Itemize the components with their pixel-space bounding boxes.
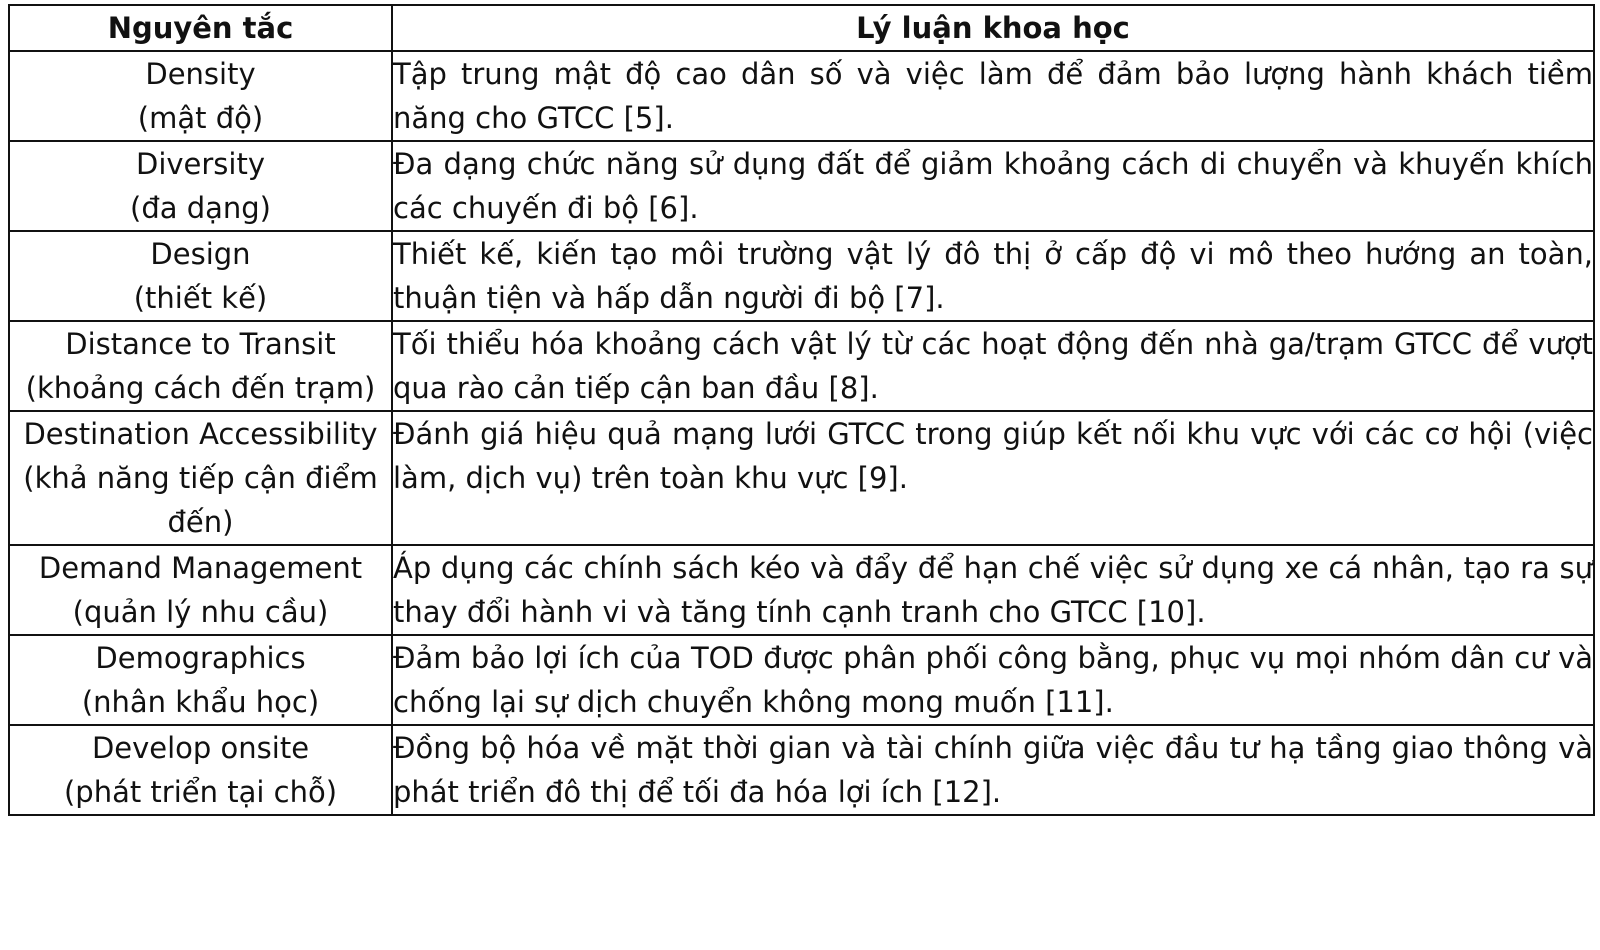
description-cell: Đảm bảo lợi ích của TOD được phân phối công bằng, phục vụ mọi nhóm dân cư và chống lại sự dịch chuyển không mong muốn [11]. xyxy=(392,635,1594,725)
principle-name-vi: (khả năng tiếp cận điểm đến) xyxy=(23,461,378,539)
header-scientific-rationale: Lý luận khoa học xyxy=(392,5,1594,51)
principle-name-vi: (thiết kế) xyxy=(133,281,268,315)
principle-name-vi: (đa dạng) xyxy=(130,191,271,225)
table-row xyxy=(9,725,1594,815)
table-row xyxy=(9,635,1594,725)
principle-name: Distance to Transit xyxy=(65,327,336,361)
description-cell: Thiết kế, kiến tạo môi trường vật lý đô thị ở cấp độ vi mô theo hướng an toàn, thuận tiện và hấp dẫn người đi bộ [7]. xyxy=(392,231,1594,321)
principle-name: Demand Management xyxy=(38,551,363,585)
description-cell: Đồng bộ hóa về mặt thời gian và tài chính giữa việc đầu tư hạ tầng giao thông và phát triển đô thị để tối đa hóa lợi ích [12]. xyxy=(392,725,1594,815)
principle-name: Diversity xyxy=(135,147,265,181)
principle-cell xyxy=(9,725,392,815)
table-row xyxy=(9,411,1594,545)
table-row xyxy=(9,141,1594,231)
principle-cell xyxy=(9,141,392,231)
principle-name-vi: (quản lý nhu cầu) xyxy=(72,595,329,629)
principle-name: Density xyxy=(145,57,256,91)
principle-name-vi: (nhân khẩu học) xyxy=(81,685,320,719)
principle-name: Demographics xyxy=(95,641,306,675)
principle-name: Design xyxy=(150,237,251,271)
header-principle: Nguyên tắc xyxy=(9,5,392,51)
principle-name-vi: (khoảng cách đến trạm) xyxy=(25,371,376,405)
principle-cell xyxy=(9,51,392,141)
principle-cell xyxy=(9,545,392,635)
principle-name-vi: (mật độ) xyxy=(137,101,264,135)
principle-cell xyxy=(9,321,392,411)
description-cell: Áp dụng các chính sách kéo và đẩy để hạn chế việc sử dụng xe cá nhân, tạo ra sự thay đổi hành vi và tăng tính cạnh tranh cho GTCC [10]. xyxy=(392,545,1594,635)
principle-cell xyxy=(9,231,392,321)
table-row xyxy=(9,231,1594,321)
table-row xyxy=(9,51,1594,141)
principle-cell xyxy=(9,411,392,545)
principles-table xyxy=(8,4,1595,816)
table-row xyxy=(9,321,1594,411)
table-row xyxy=(9,545,1594,635)
description-cell: Đa dạng chức năng sử dụng đất để giảm khoảng cách di chuyển và khuyến khích các chuyến đi bộ [6]. xyxy=(392,141,1594,231)
description-cell: Tập trung mật độ cao dân số và việc làm để đảm bảo lượng hành khách tiềm năng cho GTCC [5]. xyxy=(392,51,1594,141)
principle-name: Destination Accessibility xyxy=(23,417,378,451)
principle-name: Develop onsite xyxy=(91,731,310,765)
description-cell: Đánh giá hiệu quả mạng lưới GTCC trong giúp kết nối khu vực với các cơ hội (việc làm, dịch vụ) trên toàn khu vực [9]. xyxy=(392,411,1594,545)
description-cell: Tối thiểu hóa khoảng cách vật lý từ các hoạt động đến nhà ga/trạm GTCC để vượt qua rào cản tiếp cận ban đầu [8]. xyxy=(392,321,1594,411)
principle-name-vi: (phát triển tại chỗ) xyxy=(63,775,338,809)
table-header-row xyxy=(9,5,1594,51)
principle-cell xyxy=(9,635,392,725)
